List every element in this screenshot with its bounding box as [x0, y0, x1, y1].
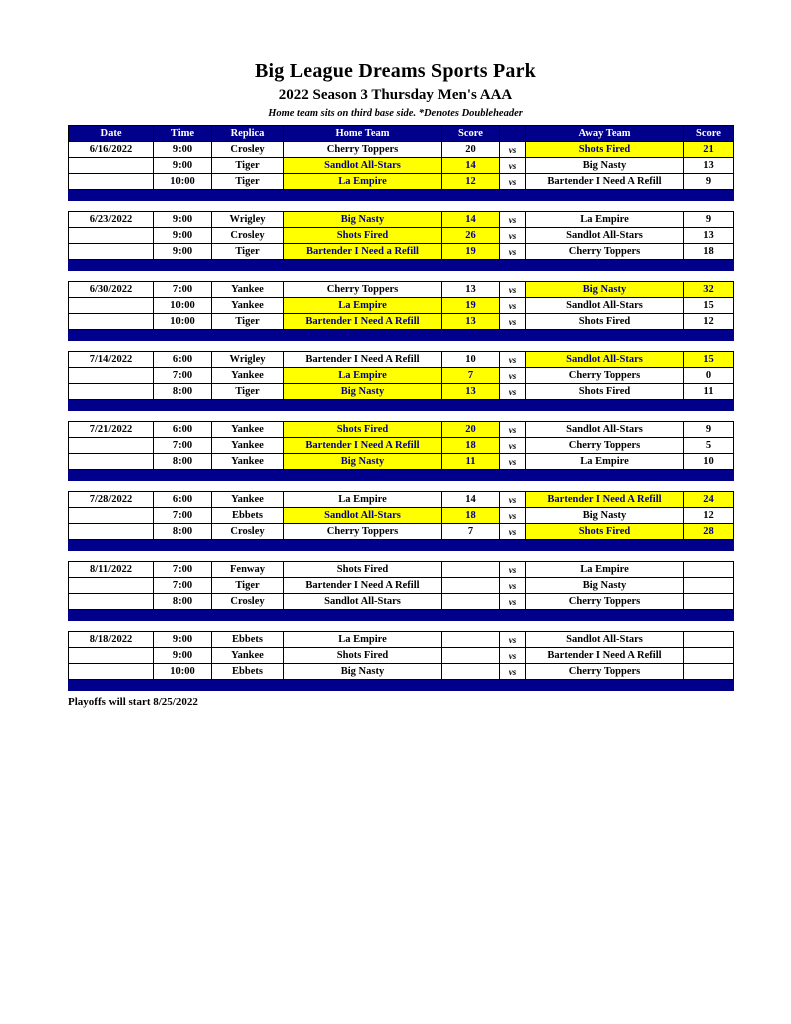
cell-away-score	[684, 594, 734, 610]
cell-date	[69, 174, 154, 190]
cell-away-score: 9	[684, 212, 734, 228]
cell-replica: Ebbets	[212, 664, 284, 680]
cell-away-team: Shots Fired	[526, 384, 684, 400]
table-row	[69, 244, 734, 260]
cell-home-team: Sandlot All-Stars	[284, 594, 442, 610]
cell-replica: Crosley	[212, 228, 284, 244]
cell-replica: Yankee	[212, 422, 284, 438]
cell-away-team: La Empire	[526, 454, 684, 470]
cell-vs: vs	[500, 244, 526, 260]
cell-replica: Ebbets	[212, 508, 284, 524]
column-header-time: Time	[154, 126, 212, 142]
table-row	[69, 282, 734, 298]
week-separator	[69, 400, 734, 411]
cell-home-score	[442, 664, 500, 680]
cell-home-score: 10	[442, 352, 500, 368]
cell-date	[69, 648, 154, 664]
cell-time: 8:00	[154, 454, 212, 470]
cell-time: 7:00	[154, 508, 212, 524]
cell-away-score: 10	[684, 454, 734, 470]
cell-home-team: Big Nasty	[284, 664, 442, 680]
cell-away-team: Sandlot All-Stars	[526, 352, 684, 368]
cell-home-team: Sandlot All-Stars	[284, 158, 442, 174]
cell-away-team: Big Nasty	[526, 508, 684, 524]
cell-replica: Yankee	[212, 454, 284, 470]
cell-date	[69, 454, 154, 470]
column-header-away-score: Score	[684, 126, 734, 142]
week-spacer-cell	[69, 201, 734, 212]
cell-home-team: Big Nasty	[284, 212, 442, 228]
cell-home-score: 13	[442, 282, 500, 298]
cell-replica: Tiger	[212, 158, 284, 174]
cell-home-team: La Empire	[284, 174, 442, 190]
cell-away-team: Shots Fired	[526, 524, 684, 540]
cell-time: 8:00	[154, 594, 212, 610]
cell-away-score: 11	[684, 384, 734, 400]
table-row	[69, 492, 734, 508]
week-separator	[69, 540, 734, 551]
table-row	[69, 578, 734, 594]
week-spacer	[69, 411, 734, 422]
cell-home-team: La Empire	[284, 368, 442, 384]
cell-away-score: 12	[684, 508, 734, 524]
cell-date	[69, 594, 154, 610]
week-spacer-cell	[69, 411, 734, 422]
table-row	[69, 212, 734, 228]
cell-replica: Tiger	[212, 174, 284, 190]
table-row	[69, 438, 734, 454]
cell-vs: vs	[500, 578, 526, 594]
week-spacer-cell	[69, 621, 734, 632]
column-header-away-team: Away Team	[526, 126, 684, 142]
schedule-table	[68, 125, 734, 691]
cell-away-team: Cherry Toppers	[526, 664, 684, 680]
cell-away-score	[684, 664, 734, 680]
table-row	[69, 314, 734, 330]
cell-away-score: 18	[684, 244, 734, 260]
week-spacer	[69, 551, 734, 562]
cell-date	[69, 298, 154, 314]
week-separator-bar	[69, 610, 734, 621]
cell-away-score: 13	[684, 158, 734, 174]
cell-vs: vs	[500, 298, 526, 314]
week-separator	[69, 190, 734, 201]
cell-home-team: Bartender I Need A Refill	[284, 578, 442, 594]
cell-replica: Yankee	[212, 438, 284, 454]
cell-away-team: Big Nasty	[526, 158, 684, 174]
cell-vs: vs	[500, 174, 526, 190]
cell-replica: Yankee	[212, 368, 284, 384]
cell-date	[69, 664, 154, 680]
table-body	[69, 142, 734, 691]
cell-home-score: 19	[442, 298, 500, 314]
cell-time: 9:00	[154, 212, 212, 228]
cell-time: 6:00	[154, 422, 212, 438]
cell-home-score	[442, 594, 500, 610]
table-row	[69, 298, 734, 314]
table-row	[69, 648, 734, 664]
cell-replica: Ebbets	[212, 632, 284, 648]
cell-date	[69, 368, 154, 384]
column-header-replica: Replica	[212, 126, 284, 142]
cell-vs: vs	[500, 632, 526, 648]
cell-home-score: 7	[442, 524, 500, 540]
cell-replica: Crosley	[212, 524, 284, 540]
cell-home-team: Bartender I Need a Refill	[284, 244, 442, 260]
week-separator	[69, 680, 734, 691]
cell-away-score	[684, 578, 734, 594]
cell-time: 7:00	[154, 368, 212, 384]
cell-time: 10:00	[154, 664, 212, 680]
cell-vs: vs	[500, 664, 526, 680]
cell-away-team: Cherry Toppers	[526, 594, 684, 610]
cell-date	[69, 578, 154, 594]
cell-home-score: 14	[442, 492, 500, 508]
table-row	[69, 384, 734, 400]
cell-away-score: 15	[684, 352, 734, 368]
cell-time: 9:00	[154, 632, 212, 648]
week-spacer	[69, 201, 734, 212]
table-row	[69, 142, 734, 158]
cell-vs: vs	[500, 212, 526, 228]
cell-vs: vs	[500, 142, 526, 158]
playoffs-note: Playoffs will start 8/25/2022	[68, 696, 198, 708]
cell-date	[69, 244, 154, 260]
cell-home-team: Cherry Toppers	[284, 142, 442, 158]
week-spacer	[69, 271, 734, 282]
cell-replica: Crosley	[212, 142, 284, 158]
cell-time: 7:00	[154, 438, 212, 454]
cell-home-score: 14	[442, 158, 500, 174]
week-separator-bar	[69, 190, 734, 201]
cell-home-team: Cherry Toppers	[284, 282, 442, 298]
column-header-vs	[500, 126, 526, 142]
cell-replica: Tiger	[212, 578, 284, 594]
column-header-home-score: Score	[442, 126, 500, 142]
cell-away-team: Big Nasty	[526, 578, 684, 594]
cell-vs: vs	[500, 228, 526, 244]
cell-home-score	[442, 562, 500, 578]
table-row	[69, 368, 734, 384]
table-row	[69, 454, 734, 470]
cell-time: 10:00	[154, 298, 212, 314]
cell-away-team: Big Nasty	[526, 282, 684, 298]
week-separator-bar	[69, 470, 734, 481]
cell-home-score: 14	[442, 212, 500, 228]
cell-date	[69, 384, 154, 400]
cell-date	[69, 228, 154, 244]
cell-vs: vs	[500, 158, 526, 174]
cell-away-team: Shots Fired	[526, 142, 684, 158]
cell-date: 6/16/2022	[69, 142, 154, 158]
cell-home-score: 18	[442, 438, 500, 454]
cell-away-team: Bartender I Need A Refill	[526, 174, 684, 190]
cell-away-score: 13	[684, 228, 734, 244]
cell-home-team: Bartender I Need A Refill	[284, 314, 442, 330]
cell-replica: Yankee	[212, 282, 284, 298]
week-separator	[69, 610, 734, 621]
cell-away-score: 21	[684, 142, 734, 158]
cell-time: 6:00	[154, 492, 212, 508]
cell-time: 10:00	[154, 174, 212, 190]
week-separator-bar	[69, 680, 734, 691]
cell-time: 7:00	[154, 562, 212, 578]
cell-time: 7:00	[154, 282, 212, 298]
cell-vs: vs	[500, 368, 526, 384]
week-spacer-cell	[69, 551, 734, 562]
cell-home-score: 20	[442, 142, 500, 158]
cell-home-team: Shots Fired	[284, 422, 442, 438]
cell-time: 9:00	[154, 244, 212, 260]
cell-home-score: 12	[442, 174, 500, 190]
cell-away-team: Cherry Toppers	[526, 244, 684, 260]
cell-replica: Yankee	[212, 648, 284, 664]
table-row	[69, 158, 734, 174]
cell-replica: Yankee	[212, 492, 284, 508]
cell-home-team: La Empire	[284, 298, 442, 314]
cell-away-score: 9	[684, 422, 734, 438]
cell-vs: vs	[500, 438, 526, 454]
cell-away-score: 28	[684, 524, 734, 540]
week-separator-bar	[69, 400, 734, 411]
cell-vs: vs	[500, 352, 526, 368]
cell-vs: vs	[500, 524, 526, 540]
cell-home-score: 13	[442, 384, 500, 400]
table-row	[69, 594, 734, 610]
cell-home-score	[442, 632, 500, 648]
cell-away-team: Bartender I Need A Refill	[526, 492, 684, 508]
cell-home-team: Big Nasty	[284, 454, 442, 470]
cell-replica: Tiger	[212, 384, 284, 400]
cell-time: 9:00	[154, 158, 212, 174]
cell-date	[69, 158, 154, 174]
week-separator-bar	[69, 540, 734, 551]
home-team-note: Home team sits on third base side. *Denotes Doubleheader	[268, 108, 523, 119]
cell-time: 6:00	[154, 352, 212, 368]
cell-away-score: 12	[684, 314, 734, 330]
cell-away-score: 15	[684, 298, 734, 314]
cell-time: 10:00	[154, 314, 212, 330]
cell-replica: Wrigley	[212, 352, 284, 368]
cell-vs: vs	[500, 594, 526, 610]
week-spacer	[69, 481, 734, 492]
cell-date: 7/21/2022	[69, 422, 154, 438]
cell-vs: vs	[500, 648, 526, 664]
cell-home-score: 26	[442, 228, 500, 244]
cell-time: 9:00	[154, 648, 212, 664]
table-row	[69, 632, 734, 648]
column-header-date: Date	[69, 126, 154, 142]
cell-away-team: Cherry Toppers	[526, 368, 684, 384]
column-header-home-team: Home Team	[284, 126, 442, 142]
cell-time: 8:00	[154, 384, 212, 400]
cell-vs: vs	[500, 314, 526, 330]
cell-time: 8:00	[154, 524, 212, 540]
cell-date: 7/14/2022	[69, 352, 154, 368]
week-separator	[69, 260, 734, 271]
table-row	[69, 664, 734, 680]
page-title: Big League Dreams Sports Park	[255, 60, 536, 82]
cell-away-team: Sandlot All-Stars	[526, 228, 684, 244]
cell-home-score: 18	[442, 508, 500, 524]
cell-home-team: La Empire	[284, 492, 442, 508]
cell-date: 8/18/2022	[69, 632, 154, 648]
week-spacer-cell	[69, 481, 734, 492]
table-row	[69, 422, 734, 438]
cell-away-team: Sandlot All-Stars	[526, 632, 684, 648]
table-row	[69, 174, 734, 190]
cell-replica: Wrigley	[212, 212, 284, 228]
cell-away-score	[684, 648, 734, 664]
cell-vs: vs	[500, 492, 526, 508]
cell-time: 9:00	[154, 142, 212, 158]
cell-vs: vs	[500, 422, 526, 438]
cell-away-team: La Empire	[526, 212, 684, 228]
cell-time: 9:00	[154, 228, 212, 244]
cell-replica: Fenway	[212, 562, 284, 578]
cell-home-team: Bartender I Need A Refill	[284, 352, 442, 368]
cell-away-score: 32	[684, 282, 734, 298]
cell-home-team: La Empire	[284, 632, 442, 648]
cell-vs: vs	[500, 454, 526, 470]
cell-away-score: 5	[684, 438, 734, 454]
week-separator-bar	[69, 330, 734, 341]
cell-away-score	[684, 562, 734, 578]
table-row	[69, 352, 734, 368]
cell-vs: vs	[500, 282, 526, 298]
cell-away-score	[684, 632, 734, 648]
cell-away-team: Sandlot All-Stars	[526, 298, 684, 314]
week-spacer	[69, 341, 734, 352]
cell-replica: Yankee	[212, 298, 284, 314]
cell-replica: Tiger	[212, 244, 284, 260]
cell-home-team: Shots Fired	[284, 648, 442, 664]
cell-vs: vs	[500, 562, 526, 578]
table-header-row	[69, 126, 734, 142]
cell-home-score: 13	[442, 314, 500, 330]
cell-date: 7/28/2022	[69, 492, 154, 508]
cell-time: 7:00	[154, 578, 212, 594]
cell-home-score: 7	[442, 368, 500, 384]
table-row	[69, 524, 734, 540]
cell-home-score: 20	[442, 422, 500, 438]
cell-replica: Crosley	[212, 594, 284, 610]
cell-away-score: 9	[684, 174, 734, 190]
cell-date	[69, 314, 154, 330]
cell-home-score	[442, 578, 500, 594]
cell-date	[69, 524, 154, 540]
cell-home-team: Sandlot All-Stars	[284, 508, 442, 524]
week-separator	[69, 470, 734, 481]
table-row	[69, 228, 734, 244]
week-separator-bar	[69, 260, 734, 271]
cell-vs: vs	[500, 508, 526, 524]
cell-home-team: Big Nasty	[284, 384, 442, 400]
cell-replica: Tiger	[212, 314, 284, 330]
table-header	[69, 126, 734, 142]
cell-away-team: Cherry Toppers	[526, 438, 684, 454]
cell-date: 8/11/2022	[69, 562, 154, 578]
cell-vs: vs	[500, 384, 526, 400]
cell-home-team: Bartender I Need A Refill	[284, 438, 442, 454]
table-row	[69, 562, 734, 578]
week-spacer-cell	[69, 341, 734, 352]
cell-away-team: Bartender I Need A Refill	[526, 648, 684, 664]
cell-away-team: Shots Fired	[526, 314, 684, 330]
cell-away-score: 0	[684, 368, 734, 384]
cell-away-score: 24	[684, 492, 734, 508]
cell-home-team: Cherry Toppers	[284, 524, 442, 540]
week-spacer-cell	[69, 271, 734, 282]
cell-date	[69, 438, 154, 454]
table-row	[69, 508, 734, 524]
cell-date: 6/23/2022	[69, 212, 154, 228]
cell-date	[69, 508, 154, 524]
cell-away-team: La Empire	[526, 562, 684, 578]
cell-home-score: 11	[442, 454, 500, 470]
cell-date: 6/30/2022	[69, 282, 154, 298]
cell-home-team: Shots Fired	[284, 562, 442, 578]
cell-home-score	[442, 648, 500, 664]
week-spacer	[69, 621, 734, 632]
cell-home-team: Shots Fired	[284, 228, 442, 244]
cell-home-score: 19	[442, 244, 500, 260]
page-subtitle: 2022 Season 3 Thursday Men's AAA	[278, 87, 513, 103]
week-separator	[69, 330, 734, 341]
cell-away-team: Sandlot All-Stars	[526, 422, 684, 438]
